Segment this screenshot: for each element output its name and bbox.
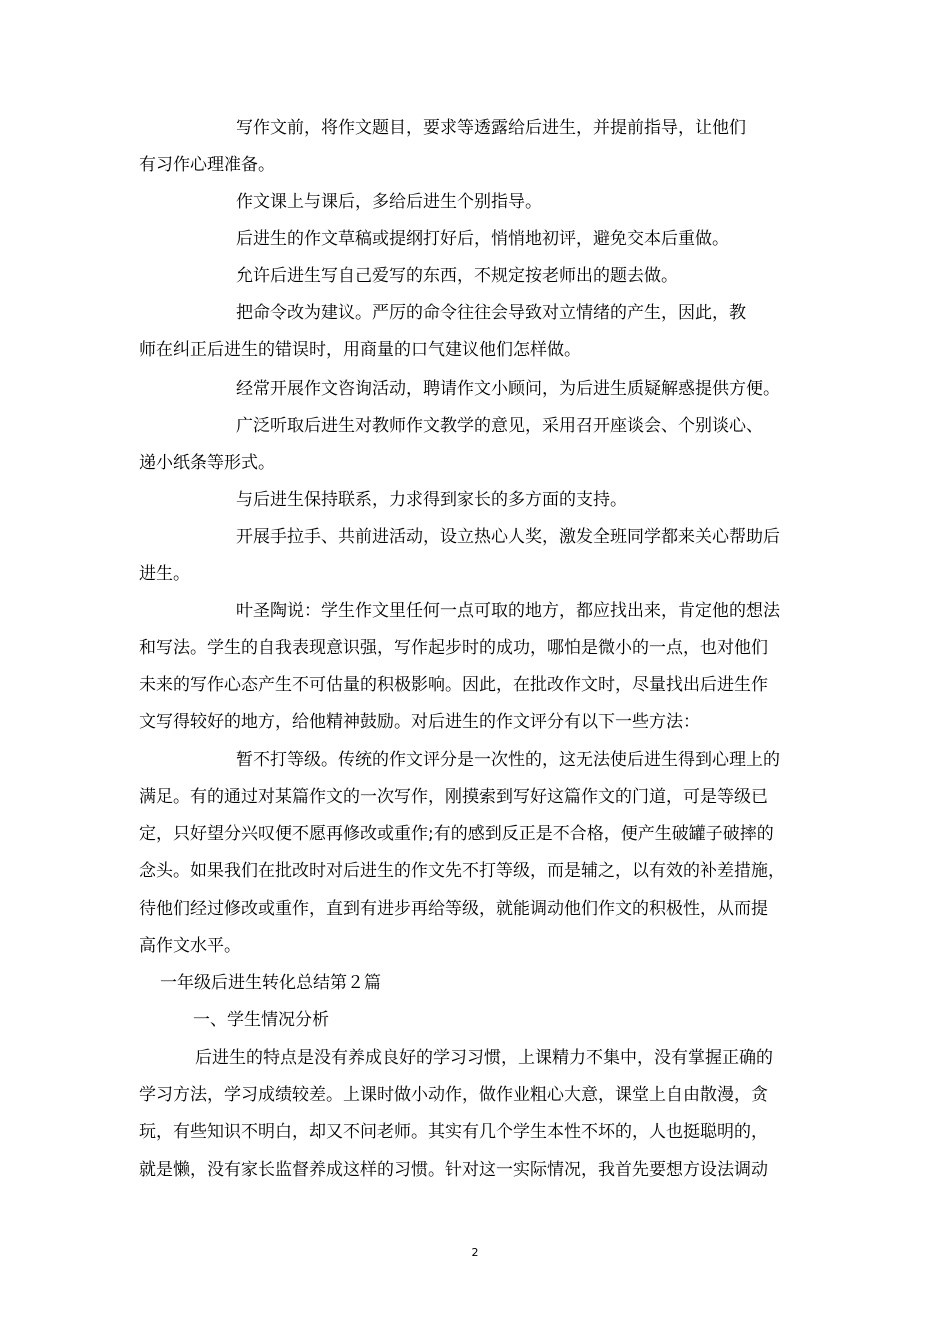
- text-line: 满足。有的通过对某篇作文的一次写作，刚摸索到写好这篇作文的门道，可是等级已: [139, 787, 768, 807]
- text-line: 递小纸条等形式。: [139, 453, 275, 473]
- text-line: 玩，有些知识不明白，却又不问老师。其实有几个学生本性不坏的，人也挺聪明的，: [139, 1122, 768, 1142]
- text-line: 就是懒，没有家长监督养成这样的习惯。针对这一实际情况，我首先要想方设法调动: [139, 1160, 768, 1180]
- text-line: 和写法。学生的自我表现意识强，写作起步时的成功，哪怕是微小的一点，也对他们: [139, 638, 768, 658]
- text-line: 与后进生保持联系，力求得到家长的多方面的支持。: [236, 490, 627, 510]
- text-line: 广泛听取后进生对教师作文教学的意见，采用召开座谈会、个别谈心、: [236, 416, 763, 436]
- subsection-heading: 一、学生情况分析: [193, 1010, 329, 1030]
- text-line: 学习方法，学习成绩较差。上课时做小动作，做作业粗心大意，课堂上自由散漫，贪: [139, 1085, 768, 1105]
- text-line: 允许后进生写自己爱写的东西，不规定按老师出的题去做。: [236, 266, 678, 286]
- text-line: 把命令改为建议。严厉的命令往往会导致对立情绪的产生，因此，教: [236, 303, 746, 323]
- text-line: 师在纠正后进生的错误时，用商量的口气建议他们怎样做。: [139, 340, 581, 360]
- text-line: 暂不打等级。传统的作文评分是一次性的，这无法使后进生得到心理上的: [236, 750, 780, 770]
- text-line: 写作文前，将作文题目，要求等透露给后进生，并提前指导，让他们: [236, 118, 746, 138]
- text-line: 未来的写作心态产生不可估量的积极影响。因此，在批改作文时，尽量找出后进生作: [139, 675, 768, 695]
- page-number: 2: [471, 1246, 479, 1259]
- text-line: 叶圣陶说：学生作文里任何一点可取的地方，都应找出来，肯定他的想法: [236, 601, 780, 621]
- text-line: 作文课上与课后，多给后进生个别指导。: [236, 192, 542, 212]
- section-heading: 一年级后进生转化总结第２篇: [160, 973, 381, 993]
- text-line: 文写得较好的地方，给他精神鼓励。对后进生的作文评分有以下一些方法：: [139, 712, 700, 732]
- text-line: 开展手拉手、共前进活动，设立热心人奖，激发全班同学都来关心帮助后: [236, 527, 780, 547]
- text-line: 待他们经过修改或重作，直到有进步再给等级，就能调动他们作文的积极性，从而提: [139, 899, 768, 919]
- text-line: 高作文水平。: [139, 936, 241, 956]
- text-line: 进生。: [139, 564, 190, 584]
- text-line: 念头。如果我们在批改时对后进生的作文先不打等级，而是辅之，以有效的补差措施，: [139, 861, 785, 881]
- text-line: 定，只好望分兴叹便不愿再修改或重作;有的感到反正是不合格，便产生破罐子破摔的: [139, 824, 774, 844]
- text-line: 后进生的特点是没有养成良好的学习习惯，上课精力不集中，没有掌握正确的: [195, 1048, 773, 1068]
- text-line: 经常开展作文咨询活动，聘请作文小顾问，为后进生质疑解惑提供方便。: [236, 379, 780, 399]
- text-line: 有习作心理准备。: [139, 155, 275, 175]
- text-line: 后进生的作文草稿或提纲打好后，悄悄地初评，避免交本后重做。: [236, 229, 729, 249]
